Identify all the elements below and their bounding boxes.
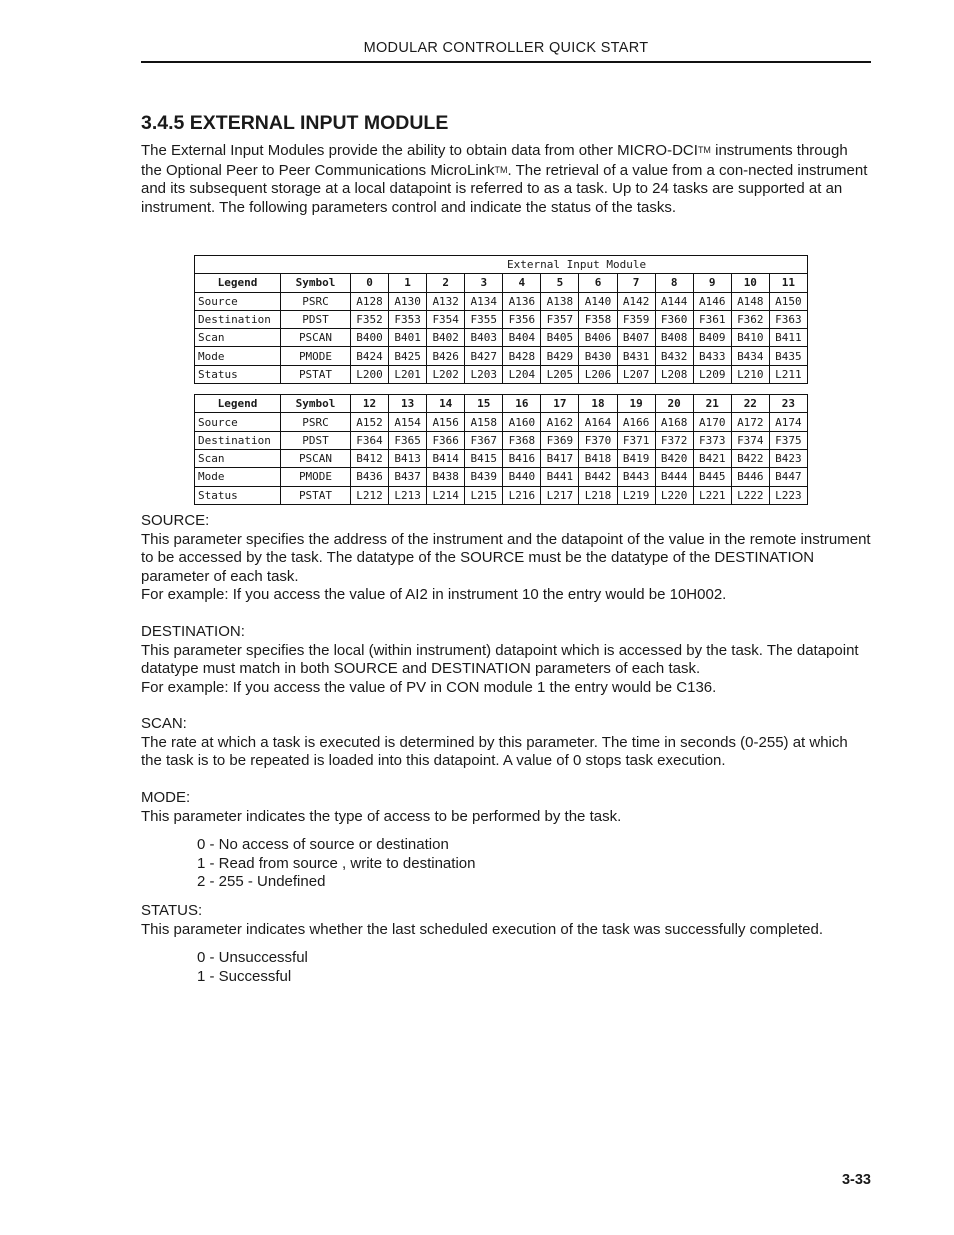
header-rule <box>141 61 871 63</box>
column-header: 16 <box>503 395 541 413</box>
column-header: 15 <box>465 395 503 413</box>
status-body: This parameter indicates whether the last scheduled execution of the task was successfully completed. <box>141 920 824 938</box>
page-number: 3-33 <box>841 1172 871 1188</box>
table-cell: F373 <box>693 431 731 449</box>
table-cell: L212 <box>351 486 389 504</box>
table-cell: A132 <box>427 292 465 310</box>
intro-paragraph <box>141 141 871 217</box>
status-options <box>197 949 871 986</box>
table-cell: B415 <box>465 449 503 467</box>
table-cell: L213 <box>389 486 427 504</box>
table-cell: B440 <box>503 468 541 486</box>
trademark-mark: TM <box>494 164 508 175</box>
table-cell: B406 <box>579 329 617 347</box>
table-cell: PSRC <box>281 413 351 431</box>
column-header: 14 <box>427 395 465 413</box>
table-cell: B419 <box>617 449 655 467</box>
list-item: 1 - Successful <box>197 967 292 985</box>
table-cell: PMODE <box>281 468 351 486</box>
table-header-row <box>195 395 808 413</box>
table-cell: PDST <box>281 310 351 328</box>
destination-body: This parameter specifies the local (within instrument) datapoint which is accessed by the task. The datapoint datatype must match in both SOURCE and DESTINATION parameters of each task. <box>141 641 859 677</box>
table-cell: B405 <box>541 329 579 347</box>
table-cell: F353 <box>389 310 427 328</box>
source-example: For example: If you access the value of AI2 in instrument 10 the entry would be 10H002. <box>141 586 727 603</box>
column-header: 2 <box>427 274 465 292</box>
section-title: 3.4.5 EXTERNAL INPUT MODULE <box>141 112 449 134</box>
table-cell: F357 <box>541 310 579 328</box>
scan-body: The rate at which a task is executed is determined by this parameter. The time in seconds (0-255) at which the task is to be repeated is loaded into this datapoint. A value of 0 stops task execution. <box>141 733 848 769</box>
table-cell: B414 <box>427 449 465 467</box>
table-cell: B446 <box>731 468 769 486</box>
destination-example: For example: If you access the value of PV in CON module 1 the entry would be C136. <box>141 678 717 696</box>
table-cell: F370 <box>579 431 617 449</box>
table-cell: A150 <box>769 292 807 310</box>
table-cell: F361 <box>693 310 731 328</box>
table-cell: L214 <box>427 486 465 504</box>
table-cell: PSCAN <box>281 329 351 347</box>
external-input-table-figure <box>194 255 808 505</box>
table-cell: L211 <box>769 365 807 383</box>
list-item: 1 - Read from source , write to destination <box>197 854 476 872</box>
table-cell: L215 <box>465 486 503 504</box>
table-cell: B426 <box>427 347 465 365</box>
table-cell: B402 <box>427 329 465 347</box>
table-cell: PMODE <box>281 347 351 365</box>
table-cell: A138 <box>541 292 579 310</box>
table-cell: B442 <box>579 468 617 486</box>
column-header: 0 <box>351 274 389 292</box>
table-cell: L216 <box>503 486 541 504</box>
table-cell: F374 <box>731 431 769 449</box>
table-cell: PSTAT <box>281 365 351 383</box>
table-cell: A146 <box>693 292 731 310</box>
table-cell: F364 <box>351 431 389 449</box>
column-header: Symbol <box>281 395 351 413</box>
table-cell: L203 <box>465 365 503 383</box>
column-header: 8 <box>655 274 693 292</box>
table-cell: PDST <box>281 431 351 449</box>
table-cell: F369 <box>541 431 579 449</box>
column-header: 22 <box>731 395 769 413</box>
table-cell: B409 <box>693 329 731 347</box>
table-cell: B423 <box>769 449 807 467</box>
table-cell: B443 <box>617 468 655 486</box>
table-title-row <box>195 256 808 274</box>
table-cell: B401 <box>389 329 427 347</box>
table-cell: L204 <box>503 365 541 383</box>
table-cell: F352 <box>351 310 389 328</box>
table-cell: B422 <box>731 449 769 467</box>
table-cell: A168 <box>655 413 693 431</box>
scan-section <box>141 715 871 771</box>
table-cell: B424 <box>351 347 389 365</box>
table-cell: PSRC <box>281 292 351 310</box>
table-cell: A140 <box>579 292 617 310</box>
table-cell: F375 <box>769 431 807 449</box>
table-cell: B411 <box>769 329 807 347</box>
table-cell: B429 <box>541 347 579 365</box>
status-section <box>141 902 871 986</box>
table-cell: F368 <box>503 431 541 449</box>
table-row <box>195 365 808 383</box>
table-cell: B438 <box>427 468 465 486</box>
column-header: 7 <box>617 274 655 292</box>
table-row <box>195 449 808 467</box>
table-cell: F367 <box>465 431 503 449</box>
table-cell: Mode <box>195 468 281 486</box>
table-cell: F362 <box>731 310 769 328</box>
column-header: 18 <box>579 395 617 413</box>
column-header: 10 <box>731 274 769 292</box>
table-cell: L223 <box>769 486 807 504</box>
table-cell: B432 <box>655 347 693 365</box>
mode-heading: MODE: <box>141 789 191 806</box>
table-cell: Destination <box>195 431 281 449</box>
list-item: 2 - 255 - Undefined <box>197 873 326 890</box>
table-row <box>195 292 808 310</box>
table-cell: B400 <box>351 329 389 347</box>
table-cell: B408 <box>655 329 693 347</box>
table-cell: A164 <box>579 413 617 431</box>
table-cell: PSTAT <box>281 486 351 504</box>
list-item: 0 - No access of source or destination <box>197 836 449 853</box>
table-cell: L206 <box>579 365 617 383</box>
table-cell: A160 <box>503 413 541 431</box>
column-header: 5 <box>541 274 579 292</box>
table-cell: B439 <box>465 468 503 486</box>
table-cell: B444 <box>655 468 693 486</box>
column-header: 19 <box>617 395 655 413</box>
table-cell: B431 <box>617 347 655 365</box>
table-cell: L200 <box>351 365 389 383</box>
table-cell: Destination <box>195 310 281 328</box>
table-cell: F363 <box>769 310 807 328</box>
column-header: 20 <box>655 395 693 413</box>
table-cell: B421 <box>693 449 731 467</box>
intro-text-a: The External Input Modules provide the ability to obtain data from other MICRO-DCI <box>141 142 698 159</box>
table-cell: B407 <box>617 329 655 347</box>
table-cell: F360 <box>655 310 693 328</box>
table-cell: F366 <box>427 431 465 449</box>
status-heading: STATUS: <box>141 902 203 919</box>
table-row <box>195 347 808 365</box>
column-header: 17 <box>541 395 579 413</box>
source-section <box>141 512 871 605</box>
table-cell: L201 <box>389 365 427 383</box>
table-cell: A136 <box>503 292 541 310</box>
table-cell: Source <box>195 292 281 310</box>
table-cell: B420 <box>655 449 693 467</box>
table-cell: L221 <box>693 486 731 504</box>
table-cell: B425 <box>389 347 427 365</box>
table-cell: F358 <box>579 310 617 328</box>
table-cell: B404 <box>503 329 541 347</box>
table-cell: F372 <box>655 431 693 449</box>
table-cell: Scan <box>195 329 281 347</box>
table-row <box>195 310 808 328</box>
column-header: 12 <box>351 395 389 413</box>
table-cell: B417 <box>541 449 579 467</box>
table-cell: A142 <box>617 292 655 310</box>
mode-section <box>141 789 871 892</box>
table-cell: A148 <box>731 292 769 310</box>
table-cell: F355 <box>465 310 503 328</box>
running-header: MODULAR CONTROLLER QUICK START <box>363 40 649 56</box>
table-cell: A130 <box>389 292 427 310</box>
table-cell: A134 <box>465 292 503 310</box>
table-cell: A166 <box>617 413 655 431</box>
table-cell: L209 <box>693 365 731 383</box>
table-cell: B437 <box>389 468 427 486</box>
table-cell: Scan <box>195 449 281 467</box>
column-header: Legend <box>195 395 281 413</box>
table-cell: B412 <box>351 449 389 467</box>
table-cell: F365 <box>389 431 427 449</box>
table-cell: L207 <box>617 365 655 383</box>
table-cell: L210 <box>731 365 769 383</box>
task-table-0-11 <box>194 255 808 384</box>
table-cell: L222 <box>731 486 769 504</box>
table-cell: A172 <box>731 413 769 431</box>
table-cell: B418 <box>579 449 617 467</box>
table-cell: F359 <box>617 310 655 328</box>
table-cell: A156 <box>427 413 465 431</box>
source-body: This parameter specifies the address of the instrument and the datapoint of the value in the remote instrument to be accessed by the task. The datatype of the SOURCE must be the datatype of the DESTINATION parameter of each task. <box>141 530 871 585</box>
table-cell: Source <box>195 413 281 431</box>
table-cell: A128 <box>351 292 389 310</box>
task-table-12-23 <box>194 394 808 505</box>
column-header: 9 <box>693 274 731 292</box>
table-title: External Input Module <box>195 256 808 274</box>
table-cell: B416 <box>503 449 541 467</box>
table-cell: A158 <box>465 413 503 431</box>
table-cell: L208 <box>655 365 693 383</box>
table-cell: B430 <box>579 347 617 365</box>
column-header: 23 <box>769 395 807 413</box>
column-header: Legend <box>195 274 281 292</box>
table-cell: B436 <box>351 468 389 486</box>
table-cell: L205 <box>541 365 579 383</box>
column-header: Symbol <box>281 274 351 292</box>
table-cell: A174 <box>769 413 807 431</box>
table-cell: L220 <box>655 486 693 504</box>
table-cell: L217 <box>541 486 579 504</box>
table-row <box>195 486 808 504</box>
table-cell: L202 <box>427 365 465 383</box>
table-cell: F354 <box>427 310 465 328</box>
table-cell: Status <box>195 486 281 504</box>
table-cell: Status <box>195 365 281 383</box>
column-header: 11 <box>769 274 807 292</box>
destination-section <box>141 623 871 697</box>
destination-heading: DESTINATION: <box>141 623 245 640</box>
intro-text-b: instruments through the Optional Peer to Peer Communications MicroLink <box>141 142 848 179</box>
scan-heading: SCAN: <box>141 715 187 732</box>
table-cell: L219 <box>617 486 655 504</box>
table-cell: A170 <box>693 413 731 431</box>
table-cell: B428 <box>503 347 541 365</box>
column-header: 3 <box>465 274 503 292</box>
mode-options <box>197 836 871 892</box>
table-cell: B403 <box>465 329 503 347</box>
mode-body: This parameter indicates the type of access to be performed by the task. <box>141 807 622 825</box>
column-header: 1 <box>389 274 427 292</box>
table-cell: A144 <box>655 292 693 310</box>
table-cell: B410 <box>731 329 769 347</box>
table-cell: B447 <box>769 468 807 486</box>
trademark-mark: TM <box>697 145 711 155</box>
table-cell: B433 <box>693 347 731 365</box>
column-header: 13 <box>389 395 427 413</box>
table-cell: A154 <box>389 413 427 431</box>
table-cell: B427 <box>465 347 503 365</box>
table-row <box>195 329 808 347</box>
column-header: 4 <box>503 274 541 292</box>
table-cell: Mode <box>195 347 281 365</box>
column-header: 21 <box>693 395 731 413</box>
table-cell: B435 <box>769 347 807 365</box>
table-cell: A152 <box>351 413 389 431</box>
column-header: 6 <box>579 274 617 292</box>
table-cell: B413 <box>389 449 427 467</box>
table-row <box>195 468 808 486</box>
table-row <box>195 413 808 431</box>
table-cell: B434 <box>731 347 769 365</box>
table-cell: F371 <box>617 431 655 449</box>
table-cell: B441 <box>541 468 579 486</box>
table-cell: PSCAN <box>281 449 351 467</box>
source-heading: SOURCE: <box>141 512 210 529</box>
table-header-row <box>195 274 808 292</box>
table-cell: B445 <box>693 468 731 486</box>
list-item: 0 - Unsuccessful <box>197 949 308 966</box>
table-row <box>195 431 808 449</box>
table-cell: A162 <box>541 413 579 431</box>
table-cell: F356 <box>503 310 541 328</box>
intro-text-c: . The retrieval of a value from a con-nected instrument and its subsequent storage at a local datapoint is referred to as a task. Up to 24 tasks are supported at an instrument. The following parameters control and indicate the status of the tasks. <box>141 161 868 216</box>
table-cell: L218 <box>579 486 617 504</box>
